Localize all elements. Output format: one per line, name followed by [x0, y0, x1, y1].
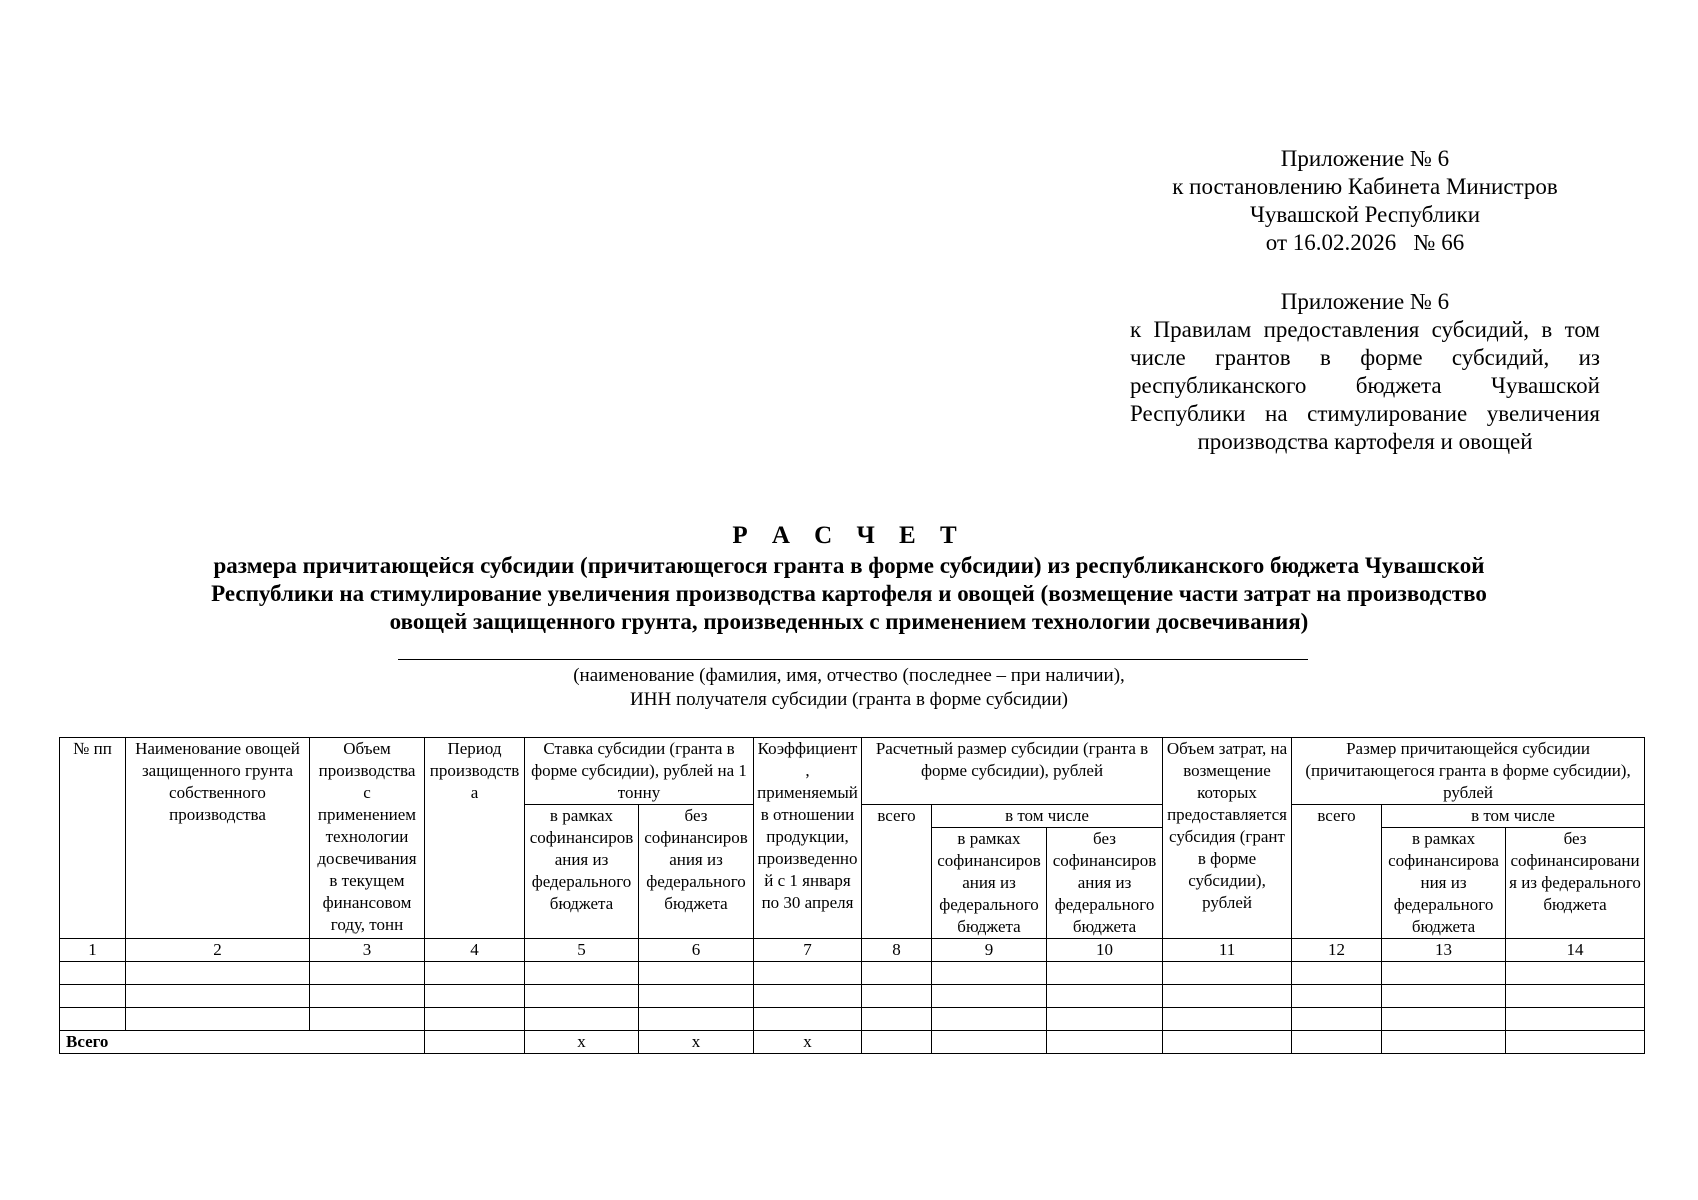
rules-annex-text: к Правилам предоставления субсидий, в том числе грантов в форме субсидий, из республиканского бюджета Чувашской Республики на стимулирование увеличения производства картофеля и овощей [1130, 317, 1600, 454]
caption-line: ИНН получателя субсидии (гранта в форме субсидии) [630, 689, 1068, 710]
table-row [60, 962, 1645, 985]
column-number: 8 [862, 939, 932, 962]
heading-title: Р А С Ч Е Т [732, 522, 966, 549]
column-number-row [60, 939, 1645, 962]
total-rate-fed-cell: x [525, 1031, 639, 1054]
col-header-due-fed: в рамках софинансирования из федерального бюджета [1382, 828, 1506, 939]
col-header-calc-fed: в рамках софинансирования из федерального бюджета [932, 828, 1047, 939]
col-header-rate-nofed: без софинансирования из федерального бюджета [639, 805, 754, 939]
table-row [60, 1008, 1645, 1031]
rules-annex-title: Приложение № 6 [1280, 289, 1450, 314]
column-number: 11 [1163, 939, 1292, 962]
document-heading [0, 520, 1698, 636]
column-number: 6 [639, 939, 754, 962]
column-number: 9 [932, 939, 1047, 962]
rules-annex-header [1130, 288, 1600, 456]
recipient-name-caption [0, 664, 1698, 712]
caption-line: (наименование (фамилия, имя, отчество (последнее – при наличии), [573, 665, 1125, 686]
col-header-calc-nofed: без софинансирования из федерального бюджета [1047, 828, 1163, 939]
column-number: 5 [525, 939, 639, 962]
column-number: 13 [1382, 939, 1506, 962]
column-number: 10 [1047, 939, 1163, 962]
col-header-costs: Объем затрат, на возмещение которых предоставляется субсидия (грант в форме субсидии), рублей [1163, 738, 1292, 939]
column-number: 12 [1292, 939, 1382, 962]
header-row-1 [60, 738, 1645, 805]
col-header-due: Размер причитающейся субсидии (причитающегося гранта в форме субсидии), рублей [1292, 738, 1645, 805]
col-header-num: № пп [60, 738, 126, 939]
col-header-calc-total: всего [862, 805, 932, 939]
col-header-rate-fed: в рамках софинансирования из федерального бюджета [525, 805, 639, 939]
annex-header [1130, 145, 1600, 257]
col-header-due-incl: в том числе [1382, 805, 1645, 828]
total-coef-cell: x [754, 1031, 862, 1054]
column-number: 2 [126, 939, 310, 962]
subsidy-calculation-table [59, 737, 1645, 1054]
table-row [60, 985, 1645, 1008]
col-header-vegetables: Наименование овощей защищенного грунта собственного производства [126, 738, 310, 939]
annex-line: Приложение № 6 [1280, 146, 1450, 171]
column-number: 4 [425, 939, 525, 962]
col-header-period: Период производства [425, 738, 525, 939]
recipient-name-line [398, 659, 1308, 660]
annex-line: к постановлению Кабинета Министров [1172, 174, 1558, 199]
col-header-calc: Расчетный размер субсидии (гранта в форме субсидии), рублей [862, 738, 1163, 805]
column-number: 7 [754, 939, 862, 962]
col-header-due-nofed: без софинансирования из федерального бюджета [1506, 828, 1645, 939]
annex-line: Чувашской Республики [1249, 202, 1481, 227]
col-header-due-total: всего [1292, 805, 1382, 939]
annex-date-line: от 16.02.2026 № 66 [1265, 230, 1465, 255]
column-number: 1 [60, 939, 126, 962]
total-row [60, 1031, 1645, 1054]
col-header-volume: Объем производства с применением технологии досвечивания в текущем финансовом году, тонн [310, 738, 425, 939]
heading-subtitle: размера причитающейся субсидии (причитающегося гранта в форме субсидии) из республиканского бюджета Чувашской Республики на стимулирование увеличения производства картофеля и овощей (возмещение части затрат на производство овощей защищенного грунта, произведенных с применением технологии досвечивания) [211, 553, 1487, 634]
column-number: 14 [1506, 939, 1645, 962]
col-header-coefficient: Коэффициент, применяемый в отношении продукции, произведенной с 1 января по 30 апреля [754, 738, 862, 939]
column-number: 3 [310, 939, 425, 962]
col-header-rate: Ставка субсидии (гранта в форме субсидии), рублей на 1 тонну [525, 738, 754, 805]
total-rate-nofed-cell: x [639, 1031, 754, 1054]
col-header-calc-incl: в том числе [932, 805, 1163, 828]
total-label: Всего [60, 1031, 425, 1054]
